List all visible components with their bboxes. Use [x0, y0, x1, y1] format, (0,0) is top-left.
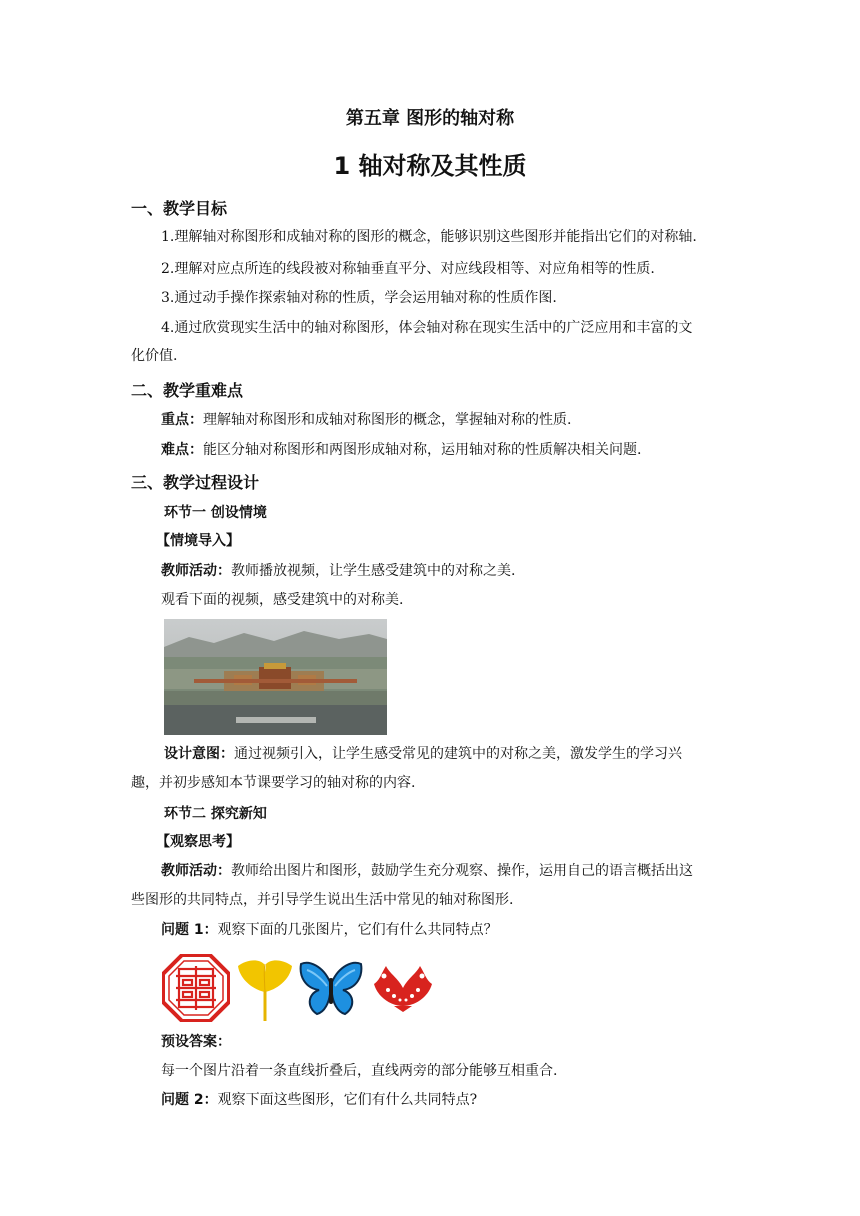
objective-item: 化价值.	[131, 348, 178, 364]
watch-instruction: 观看下面的视频，感受建筑中的对称美.	[161, 592, 404, 608]
blue-butterfly	[299, 960, 363, 1018]
palace-photo	[164, 619, 387, 735]
key-point-label: 重点：	[161, 412, 203, 428]
lesson-title: 1 轴对称及其性质	[333, 152, 527, 180]
section-heading-process: 三、教学过程设计	[131, 473, 260, 492]
observe-tag: 【观察思考】	[156, 834, 240, 850]
key-point	[161, 410, 571, 430]
objective-item: 2.理解对应点所连的线段被对称轴垂直平分、对应线段相等、对应角相等的性质.	[161, 261, 655, 277]
design-intent-label: 设计意图：	[164, 746, 234, 762]
objective-item: 4.通过欣赏现实生活中的轴对称图形，体会轴对称在现实生活中的广泛应用和丰富的文	[161, 320, 693, 336]
design-intent-continued: 趣，并初步感知本节课要学习的轴对称的内容.	[131, 775, 416, 791]
fish-papercut-graphic	[370, 962, 436, 1012]
teacher-activity-text: 教师播放视频，让学生感受建筑中的对称之美.	[231, 563, 516, 579]
question-two-label: 问题 2：	[161, 1092, 218, 1108]
section-heading-objectives: 一、教学目标	[131, 199, 228, 218]
preset-answer-text: 每一个图片沿着一条直线折叠后，直线两旁的部分能够互相重合.	[161, 1063, 558, 1079]
teacher-activity-two	[161, 861, 693, 881]
teacher-activity-two-continued: 些图形的共同特点，并引导学生说出生活中常见的轴对称图形.	[131, 892, 514, 908]
teacher-activity-two-text: 教师给出图片和图形，鼓励学生充分观察、操作，运用自己的语言概括出这	[231, 863, 693, 879]
question-two-text: 观察下面这些图形，它们有什么共同特点?	[217, 1092, 478, 1108]
stage-one-title: 环节一 创设情境	[164, 505, 267, 521]
design-intent	[164, 744, 682, 764]
design-intent-text: 通过视频引入，让学生感受常见的建筑中的对称之美，激发学生的学习兴	[234, 746, 682, 762]
ginkgo-leaf	[236, 958, 294, 1022]
section-heading-keypoints: 二、教学重难点	[131, 381, 244, 400]
objective-item: 3.通过动手操作探索轴对称的性质，学会运用轴对称的性质作图.	[161, 290, 557, 306]
difficulty-label: 难点：	[161, 442, 203, 458]
question-one-text: 观察下面的几张图片，它们有什么共同特点？	[217, 922, 498, 938]
question-two	[161, 1090, 477, 1110]
stage-two-title: 环节二 探究新知	[164, 806, 267, 822]
difficulty-text: 能区分轴对称图形和两图形成轴对称，运用轴对称的性质解决相关问题.	[203, 442, 642, 458]
teacher-activity-label: 教师活动：	[161, 563, 231, 579]
fish-papercut	[370, 962, 436, 1012]
chapter-title: 第五章 图形的轴对称	[345, 108, 515, 129]
question-one	[161, 920, 498, 940]
teacher-activity-two-label: 教师活动：	[161, 863, 231, 879]
key-point-text: 理解轴对称图形和成轴对称图形的概念，掌握轴对称的性质.	[203, 412, 572, 428]
question-one-label: 问题 1：	[161, 922, 218, 938]
palace-photo-graphic	[164, 619, 387, 735]
blue-butterfly-graphic	[299, 960, 363, 1018]
preset-answer-label: 预设答案：	[161, 1034, 231, 1050]
intro-tag: 【情境导入】	[156, 533, 240, 549]
double-happiness-graphic	[162, 954, 230, 1022]
objective-item: 1.理解轴对称图形和成轴对称的图形的概念，能够识别这些图形并能指出它们的对称轴.	[161, 229, 697, 245]
teacher-activity	[161, 561, 515, 581]
ginkgo-leaf-graphic	[236, 958, 294, 1022]
double-happiness-papercut	[162, 954, 230, 1022]
difficulty-point	[161, 440, 641, 460]
